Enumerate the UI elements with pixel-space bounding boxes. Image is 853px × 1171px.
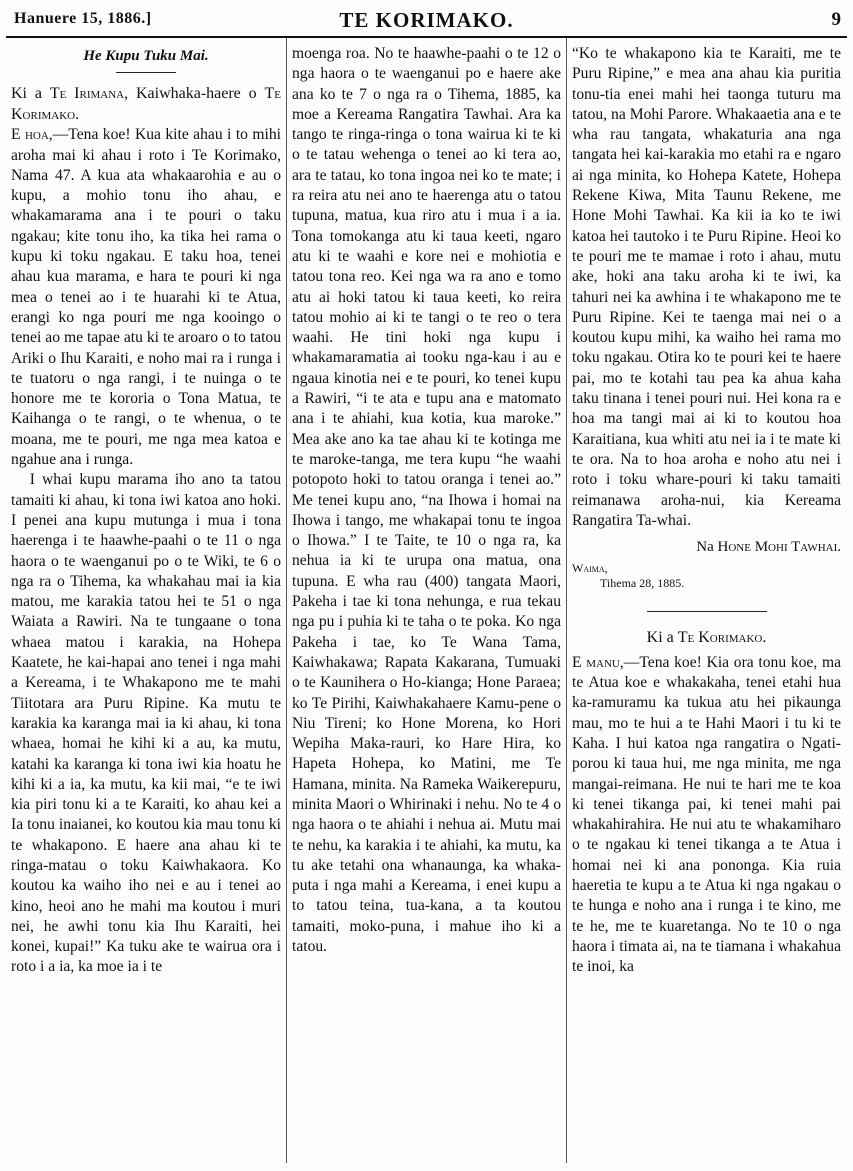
address-mid: , Kaiwhaka-haere o xyxy=(124,85,265,103)
signature-end: . xyxy=(837,539,841,556)
signature-prefix: Na xyxy=(696,539,718,556)
article-separator xyxy=(647,611,767,612)
issue-date: Hanuere 15, 1886.] xyxy=(14,10,152,27)
columns xyxy=(6,38,847,1163)
address-paper: Te Korimako xyxy=(11,85,281,124)
newspaper-title: TE KORIMAKO. xyxy=(339,8,514,32)
address-end: . xyxy=(75,106,80,124)
paragraph-text-2: ,—Tena koe! Kia ora tonu koe, ma te Atua koe e whakakaha, tenei etahi hua ka-ramuramu ka tukua atu hei pikaunga mau, mo te hui a te Hahi Maori i tu ki te Kaha. I hui katoa nga rangatira o Ngati-porou ki taua hui, me nga minita, me nga mangai-reimana. He nui te hari me te koa ki tenei tikanga pai, ki tenei mahi pai whakahirahira. He nui atu te whakamiharo o te ngakau ki tenei tikanga a te Atua i homai nei ki ana pononga. Kia ruia haeretia te kupu a te Atua ki nga ngakau o te hunga e noho ana i runga i te kino, me te he, me te kuaretanga. No te 10 o nga haora i timata ai, na te tiamana i whakahua te inoi, ka xyxy=(572,653,842,976)
letter-final-paragraph: “Ko te whakapono kia te Karaiti, me te Puru Ripine,” e mea ana ahau kia puritia tonu-tia enei mahi hei taonga tuturu ma tatou, na Mohi Parore. Whakaaetia ana e te wha rau tangata, whakaturia ana nga tangata hei kai-karakia mo etahi ra e ngaro ai nga minita, ko Hohepa Katete, Hohepa Rekene Kiwa, Mita Taunu Rekene, me Hone Mohi Tawhai. Ka kii ia ko te iwi katoa hei tautoko i te Puru Ripine. Heoi ko te pouri me te mamae i roto i ahau, mutu ake, hoki ana taku aroha ki te iwi, ka tahuri nei ka awhina i te whakapono me te Puru Ripine. Kei te taenga mai nei o a koutou kupu mihi, ka waiho hei rama mo toku ngakau. Otira ko te pouri kei te haere pai, mo te kotahi tau pea ka ahua kaha taku tinana i tenei pouri nui. Hei kona ra e hoa ma tangi mai ai ki to koutou hoa Karaitiana, kua whiti atu nei ia i te mate ki te ora. Na to hoa aroha e noho atu nei i roto i toku whare-pouri ki taku tamaiti reimanawa aroha-nui, kia Kereama Rangatira Ta-whai. xyxy=(572,45,841,529)
letter-date: Tihema 28, 1885. xyxy=(600,576,685,591)
address-name: Te Irimana xyxy=(49,85,125,103)
page-number: 9 xyxy=(831,9,841,30)
signature-name: Hone Mohi Tawhai xyxy=(717,539,838,556)
address2-prefix: Ki a xyxy=(646,629,678,647)
title-rule xyxy=(116,72,176,73)
greeting-2: E manu xyxy=(572,653,620,671)
article-title: He Kupu Tuku Mai. xyxy=(83,48,209,64)
paragraph-text: ,—Tena koe! Kua kite ahau i to mihi aroha mai ki ahau i roto i Te Korimako, Nama 47. A kua ata whakaarohia e au o kupu, a mohio tonu iho ahau, e whakamarama ana i te pouri o taku ngakau; kite tonu iho, ka tika hei rama o kupu ki toku ngakau. E taku hoa, tenei ahau kua marama, e hara te pouri ki nga mea o tenei ao i te huarahi ki te Atua, erangi ko nga pouri me nga kooingo o tenei ao me tapae atu ki te aroaro o to tatou Ariki o Ihu Karaiti, e noho mai ra i runga i te tuatoru o nga rangi, i te nuinga o te honore me te kororia o Tona Matua, te Kaihanga o te rangi, o te whenua, o te moana, me te pouri, me nga mea katoa e ngahue ana i runga. xyxy=(11,126,281,469)
address-prefix: Ki a xyxy=(11,85,50,103)
letter-address xyxy=(11,83,281,125)
column-3 xyxy=(566,38,846,1163)
address2-end: . xyxy=(762,629,767,647)
letter-paragraph-1 xyxy=(11,125,281,470)
column-1 xyxy=(6,38,286,1163)
letter-paragraph-2: I whai kupu marama iho ano ta tatou tamaiti ki ahau, ki tona iwi katoa ano hoki. I penei ana kupu mutunga i mua i tona haerenga i te haawhe-paahi o te 11 o nga haora o te waenganui po o te Wiki, te 6 o nga ra o Tihema, ka whakahau mai ia kia matou, me karakia tatou hei te 51 o nga Waiata a Rawiri. Na te tungaane o tona whaea matou i karakia, na Hohepa Kaatete, he kai-hapai ano tenei i nga mahi a Kereama, i te Whakapono me te mahi Tiitotara ara Puru Ripine. Ka mutu te karakia ka karanga mai ia ki ahau, ki tona whaea, homai he kihi ki a au, ka mutu, katahi ka karanga ki tona iwi kia hoatu he kihi ki a ia, ka mutu, ka kii mai, “e te iwi kia piri tonu ki a te Karaiti, ko ahau kei a Ia tonu inaianei, ko koutou kia mau tonu ki te whakapono. E haere ana ahau ki te ringa-matau o toku Kaiwhakaora. Ko koutou ka waiho iho nei e au i tenei ao kino, heoi ano he mahi ma koutou i muri nei, he awhi tonu kia Ihu Karaiti, hei konei, kupai!” Ka tuku ake te wairua ora i roto i a ia, ka moe ia i te xyxy=(11,471,281,976)
second-letter-address xyxy=(572,628,841,648)
letter-continuation: moenga roa. No te haawhe-paahi o te 12 o nga haora o te waenganui po e haere ake ana ko te 7 o nga ra o Tihema, 1885, ka moe a Kereama Rangatira Tawhai. Ara ka tango te ringa-ringa o tona wairua ki te ki o te tatau wehenga o tenei ao ki tera ao, ara te tatau, ko tona ingoa nei ko te mate; i ra reira atu nei ano te haerenga atu o tatou tupuna, matua, kua riro atu i mua i a ia. Tona tomokanga atu ki taua keeti, ngaro atu ki te waahi e kore nei e mohiotia e tatou tona reo. Kei nga wa ra ano e tomo atu ai hoki tatou ki taua keeti, ko reira tatou mohio ai ki te tangi o te reo o tera waahi. He tini hoki nga kupu i whakamaramatia ai tooku nga-kau i au e ngaua kinotia nei e te pouri, ko tenei kupu a Rawiri, “i te ata e tupu ana e matomato ana i te ahiahi, kua kotia, kua maroke.” Mea ake ano ka tae ahau ki te kotinga me te maroke-tanga, me tera kupu “he waahi potopoto hoki to tatou oranga i tenei ao.” Me tenei kupu ano, “na Ihowa i homai na Ihowa i tango, me whakapai tonu te ingoa o Ihowa.” I te Taite, te 10 o nga ra, ka nehua ia ki te urupa ona matua, ona tupuna. E wha rau (400) tangata Maori, Pakeha i tae ki tona nehunga, e rua tekau nga pu i puhia ki te taha o te poka. Ko nga Pakeha i tae, ko Te Wana Tama, Kaiwhakawa; Rapata Kakarana, Tumuaki o te Kaunihera o Ho-kianga; Hone Paraea; ko Te Pirihi, Kaiwhakahaere Kamu-pene o Niu Tireni; ko Hone Morena, ko Hori Wepiha Maka-rauri, ko Hare Hira, ko Hapeta Hohepa, ko Matini, me Te Hamana, minita. Na Rameka Waikerepuru, minita Maori o Whirinaki i nehu. No te 4 o nga haora o te ahiahi i nehua ai. Mutu mai te nehu, ka karakia i te ahiahi, ka mutu, ka tu ake tetahi ona whanaunga, ka whaka-puta i nga mahi a Kereama, i enei kupu a to tatou teina, tua-kana, a ta koutou tamaiti, moko-puna, i mahue iho ki a tatou. xyxy=(292,45,561,956)
second-letter-paragraph xyxy=(572,653,841,978)
letter-place: Waima, xyxy=(572,561,608,576)
signature xyxy=(572,537,841,557)
greeting: E hoa xyxy=(11,126,49,144)
masthead xyxy=(6,6,847,38)
column-2 xyxy=(286,38,566,1163)
address2-name: Te Korimako xyxy=(677,629,763,647)
